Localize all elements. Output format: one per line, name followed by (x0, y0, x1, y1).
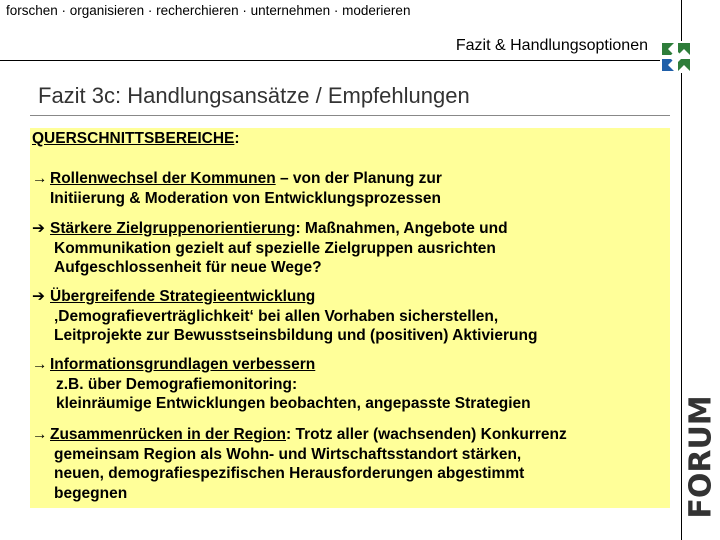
item-title: Rollenwechsel der Kommunen (50, 170, 276, 187)
item-title: Zusammenrücken in der Region (50, 426, 286, 443)
header-tagline: forschen · organisieren · recherchieren · unternehmen · moderieren (6, 3, 411, 18)
item-line: z.B. über Demografiemonitoring: (56, 375, 298, 393)
item-title: Informationsgrundlagen verbessern (50, 356, 316, 373)
item-title: Stärkere Zielgruppenorientierung (50, 220, 296, 237)
slide-title: Fazit 3c: Handlungsansätze / Empfehlungen (38, 83, 470, 108)
header-divider (0, 60, 662, 61)
item-text: – von der Planung zur (275, 170, 442, 187)
arrow-icon: ➔ (32, 220, 45, 237)
arrow-icon: → (32, 170, 48, 187)
item-text: : Trotz aller (wachsenden) Konkurrenz (286, 426, 567, 443)
forum-logo-text: FORUM (683, 395, 719, 519)
item-line: Leitprojekte zur Bewusstseinsbildung und (positiven) Aktivierung (54, 327, 538, 344)
item-line: neuen, demografiespezifischen Herausforderungen abgestimmt (54, 465, 525, 482)
item-line: gemeinsam Region als Wohn- und Wirtschaftsstandort stärken, (54, 445, 522, 463)
list-item (32, 425, 567, 503)
item-title: Übergreifende Strategieentwicklung (50, 288, 316, 305)
logo-mark-icon (660, 41, 692, 73)
forum-logo (683, 395, 719, 519)
item-line: begegnen (54, 484, 128, 502)
heading-suffix: : (234, 130, 240, 147)
vertical-divider (681, 0, 682, 540)
section-title: Fazit & Handlungsoptionen (455, 37, 648, 54)
item-line: Kommunikation gezielt auf spezielle Zielgruppen ausrichten (54, 239, 496, 257)
item-line: kleinräumige Entwicklungen beobachten, angepasste Strategien (56, 395, 531, 412)
item-line: Initiierung & Moderation von Entwicklungsprozessen (50, 189, 441, 207)
item-line: ‚Demografieverträglichkeit‘ bei allen Vorhaben sicherstellen, (54, 307, 499, 325)
title-divider (30, 115, 670, 116)
item-line: Aufgeschlossenheit für neue Wege? (54, 259, 322, 276)
list-item (32, 355, 531, 414)
content-heading (32, 130, 240, 148)
list-item (32, 219, 508, 278)
list-item (32, 287, 537, 346)
list-item (32, 169, 442, 208)
content-box (30, 128, 670, 508)
arrow-icon: → (32, 426, 48, 443)
arrow-icon: ➔ (32, 288, 45, 305)
heading-text: QUERSCHNITTSBEREICHE (32, 130, 235, 147)
item-text: : Maßnahmen, Angebote und (295, 220, 508, 237)
arrow-icon: → (32, 356, 48, 373)
